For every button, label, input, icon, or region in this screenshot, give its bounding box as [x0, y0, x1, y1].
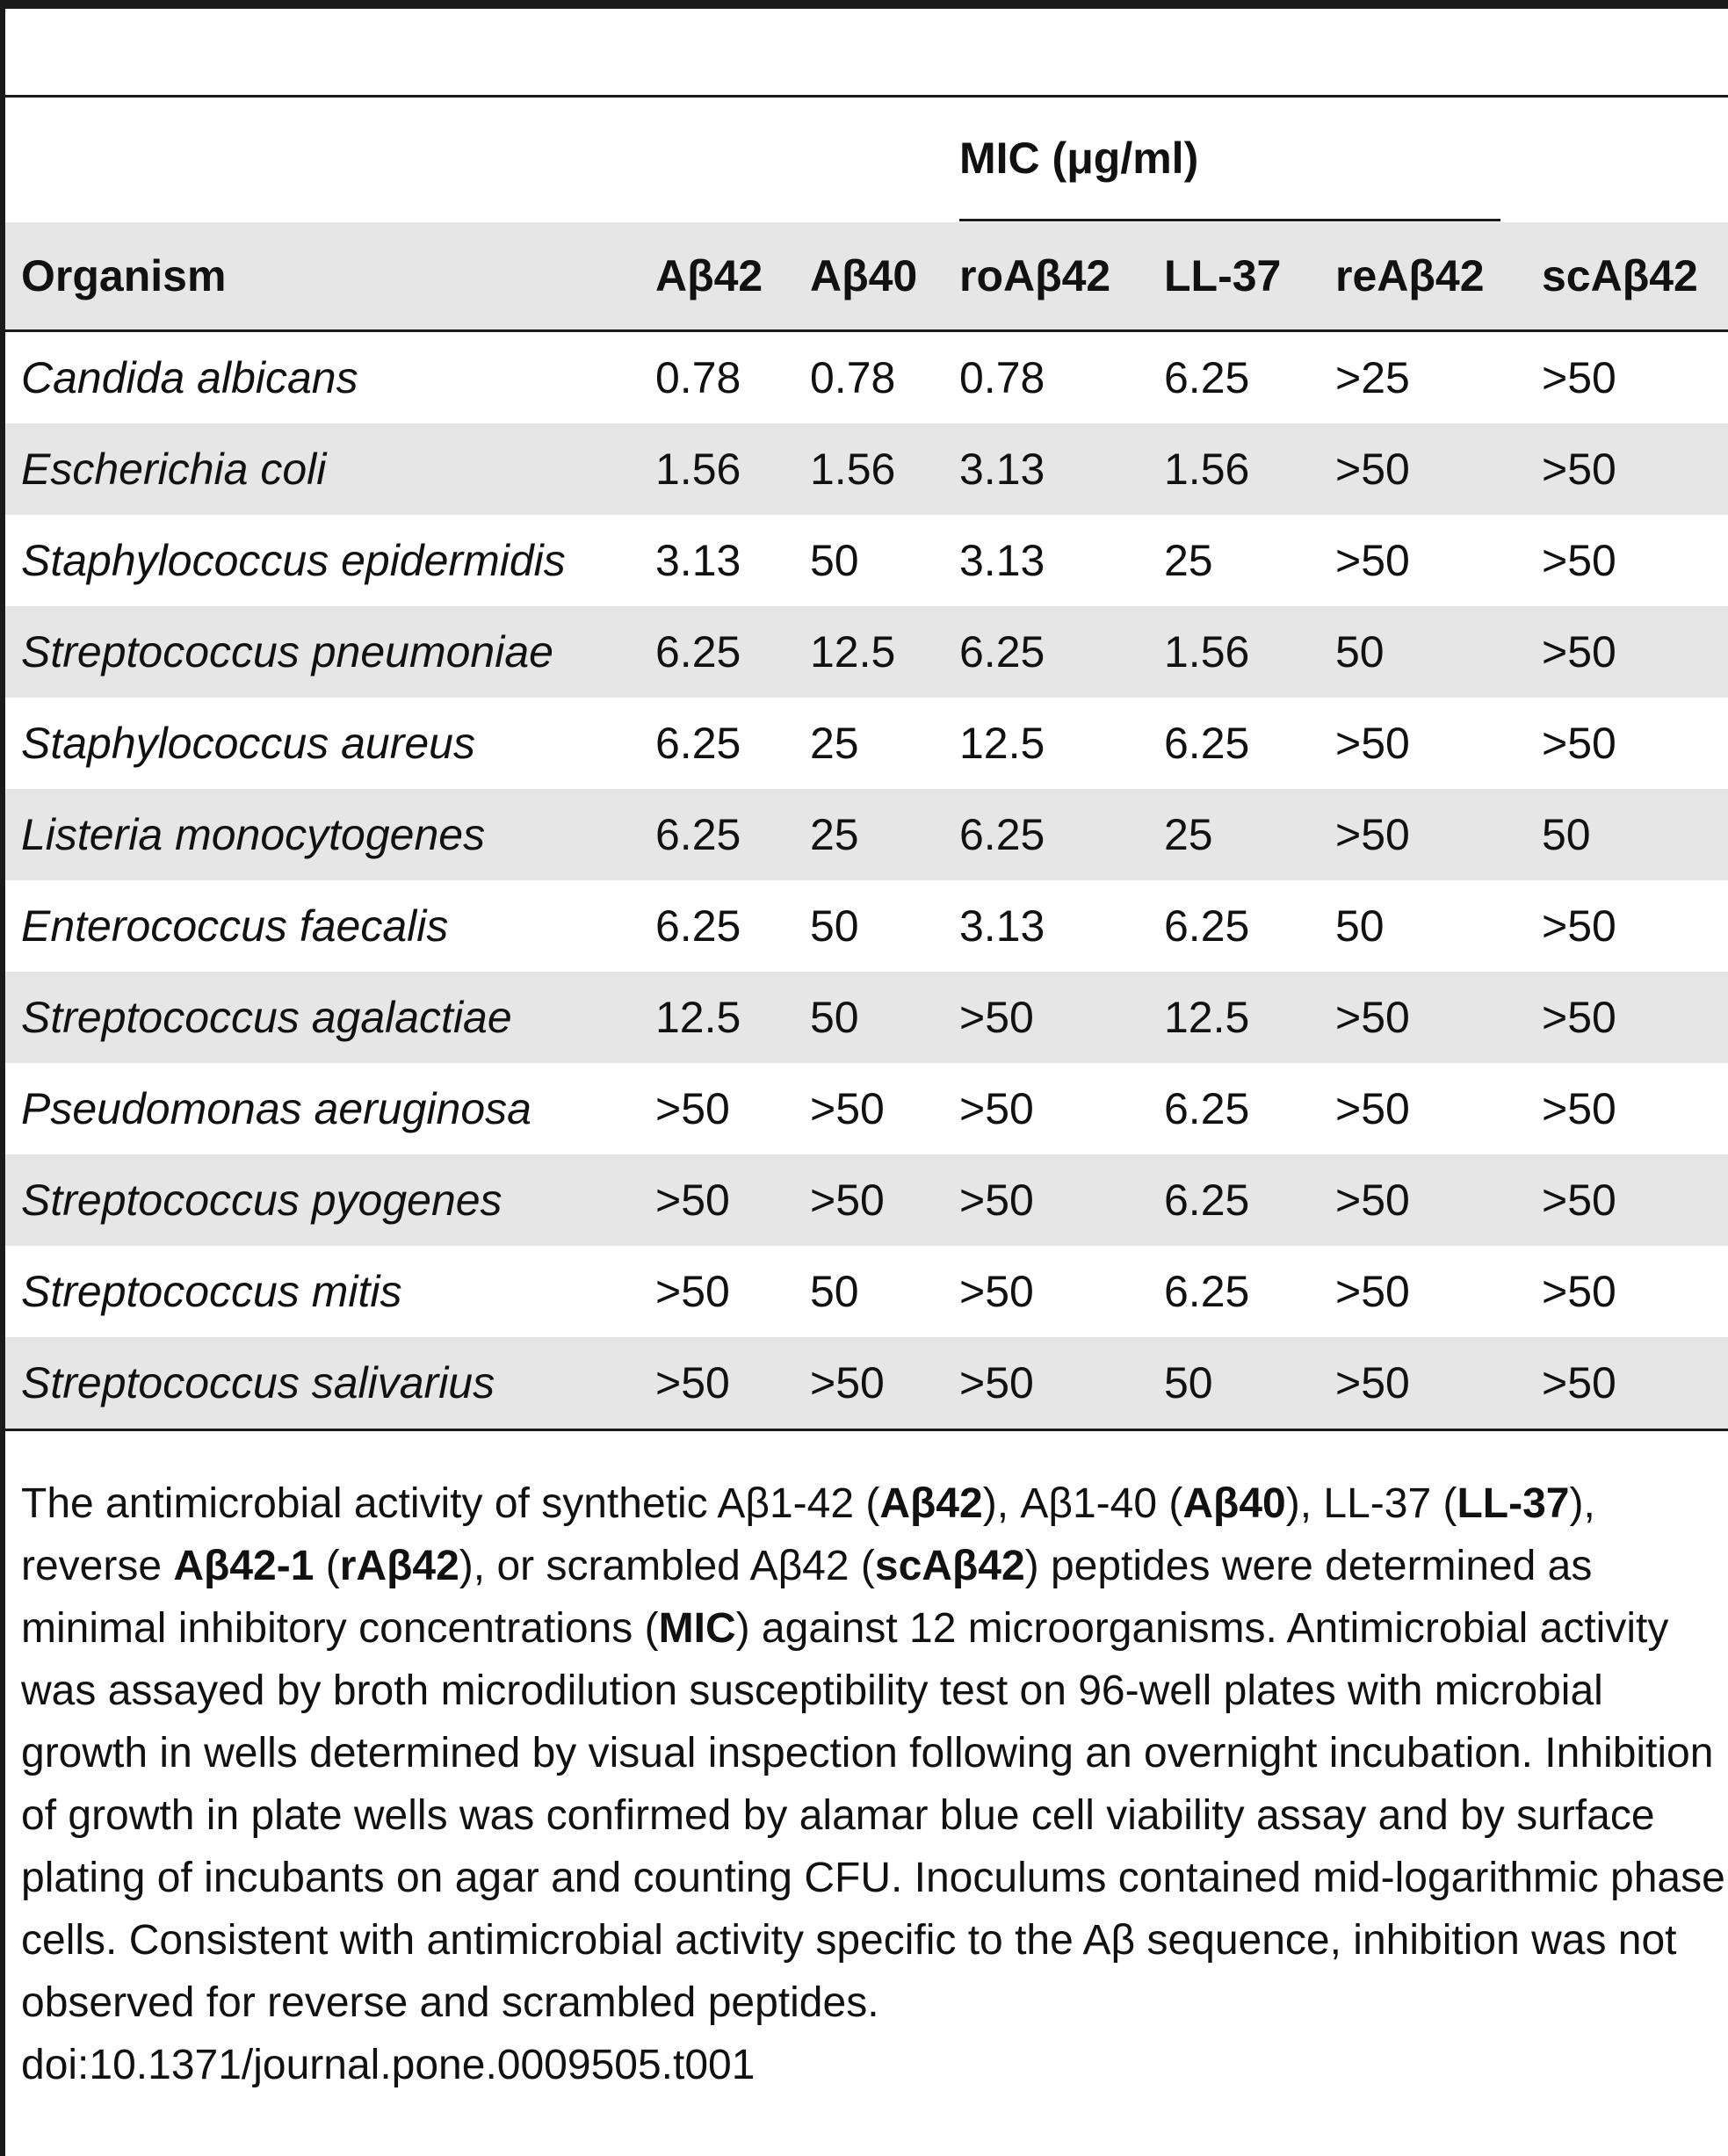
organism-cell: Streptococcus pyogenes [5, 1154, 640, 1246]
mic-value-cell: 50 [794, 972, 944, 1063]
mic-value-cell: >50 [810, 1084, 885, 1133]
mic-value-cell: >50 [1542, 901, 1616, 951]
mic-value-cell: >50 [1319, 972, 1526, 1063]
mic-value-cell: >25 [1335, 353, 1410, 402]
organism-cell: Streptococcus mitis [21, 1267, 402, 1316]
table-row [5, 606, 1728, 698]
organism-cell: Candida albicans [21, 353, 358, 402]
top-border [0, 0, 1728, 9]
caption-bold: Aβ42-1 [173, 1543, 315, 1589]
mic-value-cell: >50 [794, 1337, 944, 1429]
mic-value-cell: 0.78 [810, 353, 896, 402]
mic-value-cell: 6.25 [1164, 1267, 1250, 1316]
mic-value-cell: 1.56 [1148, 606, 1319, 698]
mic-value-cell: >50 [1319, 1337, 1526, 1429]
column-header: LL-37 [1148, 222, 1319, 331]
mic-value-cell: >50 [1335, 536, 1410, 585]
organism-cell: Streptococcus agalactiae [5, 972, 640, 1063]
caption-bold: Aβ40 [1182, 1480, 1286, 1527]
mic-value-cell: >50 [1542, 1267, 1616, 1316]
mic-value-cell: >50 [959, 1267, 1034, 1316]
table-row [5, 972, 1728, 1063]
mic-value-cell: 3.13 [944, 423, 1148, 515]
table-row [5, 1154, 1728, 1246]
mic-value-cell: 12.5 [959, 719, 1045, 768]
mic-value-cell: 6.25 [640, 789, 794, 880]
mic-value-cell: 25 [810, 719, 859, 768]
mic-value-cell: 12.5 [640, 972, 794, 1063]
mic-value-cell: 6.25 [944, 606, 1148, 698]
mic-value-cell: >50 [944, 1337, 1148, 1429]
mic-value-cell: 6.25 [1164, 353, 1250, 402]
mic-value-cell: 50 [1526, 789, 1728, 880]
caption-text: ), LL-37 ( [1285, 1480, 1457, 1527]
table-row [5, 880, 1728, 972]
table-row [5, 789, 1728, 880]
mic-value-cell: >50 [640, 1154, 794, 1246]
mic-value-cell: >50 [1319, 789, 1526, 880]
mic-value-cell: >50 [1526, 1337, 1728, 1429]
mic-value-cell: >50 [1542, 1084, 1616, 1133]
mic-value-cell: >50 [1319, 423, 1526, 515]
caption-text: ), or scrambled Aβ42 ( [459, 1543, 875, 1589]
caption-text: ) peptides were determined as minimal inhibitory concentrations ( [21, 1543, 1593, 1652]
mic-value-cell: 6.25 [1164, 719, 1250, 768]
mic-value-cell: 12.5 [794, 606, 944, 698]
mic-value-cell: 6.25 [944, 789, 1148, 880]
mic-table [5, 222, 1728, 1429]
mic-table-container [5, 95, 1728, 1431]
organism-cell: Listeria monocytogenes [5, 789, 640, 880]
mic-value-cell: 25 [1148, 789, 1319, 880]
mic-value-cell: 1.56 [794, 423, 944, 515]
mic-value-cell: 50 [810, 1267, 859, 1316]
mic-value-cell: >50 [640, 1337, 794, 1429]
mic-value-cell: 6.25 [1148, 1154, 1319, 1246]
column-header: Organism [5, 222, 640, 331]
table-row [5, 698, 1728, 789]
mic-value-cell: 50 [810, 901, 859, 951]
mic-value-cell: >50 [655, 1267, 730, 1316]
mic-value-cell: 1.56 [1148, 423, 1319, 515]
caption-text: ) against 12 microorganisms. Antimicrobial activity was assayed by broth microdilution susceptibility test on 96-well plates with microbial growth in wells determined by visual inspection following an overnight incubation. Inhibition of growth in plate wells was confirmed by alamar blue cell viability assay and by surface plating of incubants on agar and counting CFU. Inoculums contained mid-logarithmic phase cells. Consistent with antimicrobial activity specific to the Aβ sequence, inhibition was not observed for reverse and scrambled peptides. [21, 1605, 1725, 2026]
mic-value-cell: 25 [794, 789, 944, 880]
column-header: Aβ42 [640, 222, 794, 331]
group-header-row [5, 98, 1728, 222]
mic-value-cell: >50 [1335, 719, 1410, 768]
mic-group-header: MIC (μg/ml) [959, 134, 1199, 183]
mic-value-cell: 50 [1335, 901, 1385, 951]
organism-cell: Staphylococcus epidermidis [21, 536, 566, 585]
caption-bold: LL-37 [1457, 1480, 1570, 1527]
mic-value-cell: 0.78 [655, 353, 741, 402]
caption-text: ), Aβ1-40 ( [982, 1480, 1183, 1527]
caption-doi: doi:10.1371/journal.pone.0009505.t001 [21, 2042, 756, 2088]
mic-value-cell: >50 [959, 1084, 1034, 1133]
mic-value-cell: >50 [1542, 719, 1616, 768]
column-header: roAβ42 [944, 222, 1148, 331]
mic-value-cell: >50 [1335, 1084, 1410, 1133]
organism-cell: Staphylococcus aureus [21, 719, 475, 768]
caption-text: The antimicrobial activity of synthetic Aβ1-42 ( [21, 1480, 880, 1527]
mic-value-cell: >50 [1542, 536, 1616, 585]
mic-value-cell: >50 [1319, 1154, 1526, 1246]
mic-value-cell: 50 [1148, 1337, 1319, 1429]
table-row [5, 1337, 1728, 1429]
mic-value-cell: 1.56 [640, 423, 794, 515]
table-row [5, 331, 1728, 424]
table-bottom-rule [5, 1429, 1728, 1431]
mic-value-cell: 6.25 [640, 606, 794, 698]
mic-value-cell: 3.13 [655, 536, 741, 585]
organism-cell: Streptococcus salivarius [5, 1337, 640, 1429]
mic-value-cell: 6.25 [1164, 1084, 1250, 1133]
column-header: reAβ42 [1319, 222, 1526, 331]
mic-value-cell: 12.5 [1148, 972, 1319, 1063]
mic-value-cell: 6.25 [655, 719, 741, 768]
organism-cell: Streptococcus pneumoniae [5, 606, 640, 698]
mic-value-cell: >50 [794, 1154, 944, 1246]
mic-group-underline [959, 219, 1500, 221]
mic-value-cell: >50 [1335, 1267, 1410, 1316]
mic-value-cell: 3.13 [959, 901, 1045, 951]
organism-cell: Pseudomonas aeruginosa [21, 1084, 531, 1133]
mic-value-cell: >50 [1526, 606, 1728, 698]
caption-bold: Aβ42 [879, 1480, 983, 1527]
mic-value-cell: >50 [944, 1154, 1148, 1246]
mic-value-cell: >50 [944, 972, 1148, 1063]
mic-value-cell: 6.25 [1164, 901, 1250, 951]
organism-cell: Escherichia coli [5, 423, 640, 515]
mic-value-cell: 25 [1164, 536, 1213, 585]
mic-value-cell: 0.78 [959, 353, 1045, 402]
mic-value-cell: >50 [1526, 972, 1728, 1063]
mic-value-cell: >50 [655, 1084, 730, 1133]
table-row [5, 423, 1728, 515]
mic-value-cell: 6.25 [655, 901, 741, 951]
mic-value-cell: 50 [1319, 606, 1526, 698]
mic-value-cell: >50 [1526, 423, 1728, 515]
column-header: Aβ40 [794, 222, 944, 331]
table-row [5, 515, 1728, 606]
column-header: scAβ42 [1526, 222, 1728, 331]
table-header-row [5, 222, 1728, 331]
table-caption [21, 1472, 1725, 2096]
caption-text: ), reverse [21, 1480, 1595, 1589]
table-row [5, 1063, 1728, 1154]
mic-value-cell: >50 [1542, 353, 1616, 402]
caption-bold: MIC [658, 1605, 736, 1652]
caption-bold: rAβ42 [339, 1543, 459, 1589]
mic-value-cell: >50 [1526, 1154, 1728, 1246]
mic-value-cell: 50 [810, 536, 859, 585]
mic-value-cell: 3.13 [959, 536, 1045, 585]
organism-cell: Enterococcus faecalis [21, 901, 449, 951]
table-body [5, 331, 1728, 1429]
caption-bold: scAβ42 [874, 1543, 1025, 1589]
caption-text: ( [314, 1543, 340, 1589]
table-row [5, 1246, 1728, 1337]
